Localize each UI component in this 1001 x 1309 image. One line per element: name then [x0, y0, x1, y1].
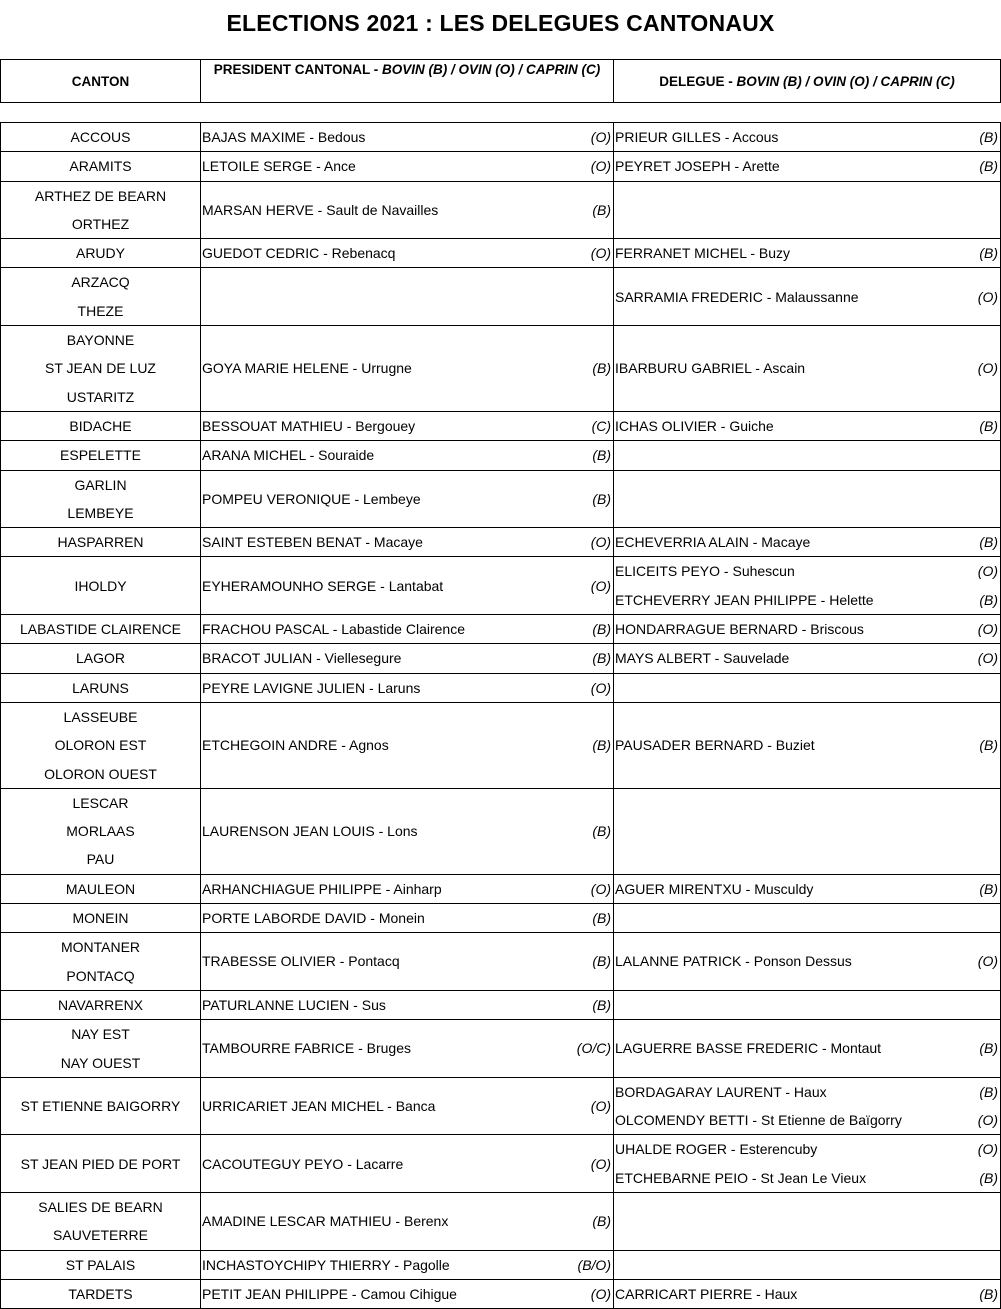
- delegue-cell: [614, 181, 1001, 239]
- president-species-code: (O): [590, 679, 611, 696]
- president-entry: [201, 239, 613, 267]
- president-cell: [201, 1192, 614, 1250]
- table-row: [1, 788, 1001, 874]
- delegates-table: [0, 122, 1001, 1309]
- president-entry: [201, 412, 613, 440]
- canton-cell: [1, 1250, 201, 1279]
- delegue-cell: [614, 1135, 1001, 1193]
- header-delegue-label: DELEGUE -: [659, 73, 737, 89]
- canton-cell: [1, 1020, 201, 1078]
- delegue-entry: [614, 412, 1000, 440]
- table-row: [1, 1279, 1001, 1308]
- delegue-species-code: (B): [979, 880, 998, 897]
- canton-name: ACCOUS: [70, 129, 131, 145]
- delegue-entry: [614, 1034, 1000, 1062]
- delegue-species-code: (B): [979, 591, 998, 608]
- president-species-code: (O): [590, 1155, 611, 1172]
- canton-name: OLORON EST: [54, 737, 147, 754]
- president-species-code: (B): [592, 650, 611, 667]
- president-name: BRACOT JULIAN - Viellesegure: [202, 650, 402, 667]
- page-title: ELECTIONS 2021 : LES DELEGUES CANTONAUX: [226, 10, 775, 36]
- canton-name: MORLAAS: [66, 823, 135, 840]
- president-name: POMPEU VERONIQUE - Lembeye: [202, 490, 421, 507]
- president-entry: [201, 644, 613, 672]
- table-row: [1, 1250, 1001, 1279]
- canton-cell: [1, 990, 201, 1019]
- delegue-species-code: (O): [977, 1112, 998, 1129]
- table-row: [1, 326, 1001, 412]
- president-species-code: (B): [592, 953, 611, 970]
- canton-cell: [1, 239, 201, 268]
- president-species-code: (O): [590, 880, 611, 897]
- president-name: AMADINE LESCAR MATHIEU - Berenx: [202, 1213, 449, 1230]
- header-canton: [1, 60, 201, 103]
- table-row: [1, 644, 1001, 673]
- delegue-entry: [614, 1106, 1000, 1134]
- table-row: [1, 1020, 1001, 1078]
- delegates-table-body: [1, 123, 1001, 1309]
- president-name: PATURLANNE LUCIEN - Sus: [202, 996, 386, 1013]
- delegue-name: SARRAMIA FREDERIC - Malaussanne: [615, 288, 859, 305]
- president-species-code: (O): [590, 129, 611, 145]
- delegue-species-code: (B): [979, 737, 998, 754]
- table-row: [1, 1192, 1001, 1250]
- canton-cell: [1, 788, 201, 874]
- president-name: URRICARIET JEAN MICHEL - Banca: [202, 1097, 436, 1114]
- table-row: [1, 874, 1001, 903]
- delegue-species-code: (B): [979, 158, 998, 175]
- delegue-cell: [614, 470, 1001, 528]
- canton-cell: [1, 904, 201, 933]
- delegue-entry: [614, 152, 1000, 180]
- canton-cell: [1, 123, 201, 152]
- president-species-code: (B): [592, 447, 611, 464]
- president-name: ARHANCHIAGUE PHILIPPE - Ainharp: [202, 880, 442, 897]
- president-species-code: (B): [592, 201, 611, 218]
- canton-name: ORTHEZ: [71, 215, 130, 232]
- canton-cell: [1, 326, 201, 412]
- president-cell: [201, 411, 614, 440]
- canton-name: ST PALAIS: [65, 1256, 136, 1273]
- header-table: [0, 59, 1001, 103]
- delegue-cell: [614, 673, 1001, 702]
- delegue-name: ETCHEVERRY JEAN PHILIPPE - Helette: [615, 591, 874, 608]
- delegue-cell: [614, 874, 1001, 903]
- canton-name: MONEIN: [72, 910, 129, 927]
- delegue-cell: [614, 1250, 1001, 1279]
- president-name: PORTE LABORDE DAVID - Monein: [202, 910, 425, 927]
- delegue-cell: [614, 528, 1001, 557]
- president-name: TRABESSE OLIVIER - Pontacq: [202, 953, 400, 970]
- delegue-name: AGUER MIRENTXU - Musculdy: [615, 880, 814, 897]
- delegue-entry: [614, 875, 1000, 903]
- president-name: FRACHOU PASCAL - Labastide Clairence: [202, 621, 465, 638]
- delegue-species-code: (B): [979, 129, 998, 145]
- president-cell: [201, 904, 614, 933]
- president-species-code: (B): [592, 490, 611, 507]
- table-row: [1, 441, 1001, 470]
- president-entry: [201, 947, 613, 975]
- canton-cell: [1, 528, 201, 557]
- canton-name: PONTACQ: [66, 967, 135, 984]
- delegue-species-code: (B): [979, 417, 998, 434]
- delegue-name: PEYRET JOSEPH - Arette: [615, 158, 780, 175]
- president-species-code: (O): [590, 1285, 611, 1302]
- table-row: [1, 152, 1001, 181]
- canton-name: LARUNS: [72, 679, 129, 696]
- canton-name: ARUDY: [75, 245, 125, 262]
- president-name: BESSOUAT MATHIEU - Bergouey: [202, 417, 416, 434]
- delegue-species-code: (O): [977, 1141, 998, 1158]
- canton-name: OLORON OUEST: [44, 765, 157, 782]
- header-row: [1, 60, 1001, 103]
- canton-cell: [1, 470, 201, 528]
- president-name: CACOUTEGUY PEYO - Lacarre: [202, 1155, 404, 1172]
- delegue-species-code: (O): [977, 288, 998, 305]
- header-delegue-species: BOVIN (B) / OVIN (O) / CAPRIN (C): [736, 73, 955, 89]
- delegue-entry: [614, 354, 1000, 382]
- canton-name: BIDACHE: [69, 417, 132, 434]
- canton-name: LASSEUBE: [63, 708, 138, 725]
- delegue-name: ECHEVERRIA ALAIN - Macaye: [615, 534, 811, 551]
- canton-name: ST JEAN PIED DE PORT: [20, 1155, 181, 1172]
- canton-name: MAULEON: [65, 880, 136, 897]
- delegue-species-code: (O): [977, 621, 998, 638]
- canton-name: NAY EST: [71, 1026, 130, 1043]
- table-row: [1, 1077, 1001, 1135]
- delegue-cell: [614, 152, 1001, 181]
- president-species-code: (C): [591, 417, 611, 434]
- delegue-entry: [614, 123, 1000, 151]
- canton-name: TARDETS: [68, 1285, 133, 1302]
- canton-cell: [1, 411, 201, 440]
- president-entry: [201, 817, 613, 845]
- canton-name: LABASTIDE CLAIRENCE: [19, 621, 182, 638]
- canton-name: BAYONNE: [66, 332, 135, 349]
- canton-cell: [1, 673, 201, 702]
- president-name: PEYRE LAVIGNE JULIEN - Laruns: [202, 679, 421, 696]
- president-species-code: (O): [590, 1097, 611, 1114]
- president-name: ETCHEGOIN ANDRE - Agnos: [202, 737, 389, 754]
- delegue-name: MAYS ALBERT - Sauvelade: [615, 650, 790, 667]
- canton-name: SALIES DE BEARN: [38, 1198, 163, 1215]
- canton-cell: [1, 615, 201, 644]
- president-cell: [201, 702, 614, 788]
- canton-name: NAVARRENX: [57, 996, 144, 1013]
- canton-name: MONTANER: [60, 939, 141, 956]
- header-canton-label: CANTON: [71, 73, 130, 89]
- delegue-name: LAGUERRE BASSE FREDERIC - Montaut: [615, 1040, 882, 1057]
- delegue-species-code: (B): [979, 534, 998, 551]
- delegue-cell: [614, 123, 1001, 152]
- table-row: [1, 1135, 1001, 1193]
- president-entry: [201, 1092, 613, 1120]
- president-name: GUEDOT CEDRIC - Rebenacq: [202, 245, 396, 262]
- canton-name: ST ETIENNE BAIGORRY: [20, 1097, 181, 1114]
- president-entry: [201, 875, 613, 903]
- table-row: [1, 615, 1001, 644]
- delegue-name: BORDAGARAY LAURENT - Haux: [615, 1083, 827, 1100]
- delegue-species-code: (O): [977, 563, 998, 580]
- table-row: [1, 470, 1001, 528]
- president-entry: [201, 904, 613, 932]
- delegue-species-code: (B): [979, 1040, 998, 1057]
- delegue-cell: [614, 702, 1001, 788]
- president-entry: [201, 674, 613, 702]
- delegue-entry: [614, 947, 1000, 975]
- canton-cell: [1, 874, 201, 903]
- canton-name: ST JEAN DE LUZ: [45, 360, 156, 377]
- president-entry: [201, 485, 613, 513]
- delegue-cell: [614, 326, 1001, 412]
- canton-name: HASPARREN: [57, 534, 144, 551]
- header-president: [201, 60, 614, 103]
- delegue-entry: [614, 1078, 1000, 1106]
- president-entry: [201, 528, 613, 556]
- president-name: BAJAS MAXIME - Bedous: [202, 129, 366, 145]
- president-species-code: (O): [590, 245, 611, 262]
- president-entry: [201, 731, 613, 759]
- delegue-species-code: (O): [977, 360, 998, 377]
- delegue-entry: [614, 1280, 1000, 1308]
- table-row: [1, 528, 1001, 557]
- delegue-entry: [614, 239, 1000, 267]
- delegue-cell: [614, 1077, 1001, 1135]
- delegue-name: ICHAS OLIVIER - Guiche: [615, 417, 774, 434]
- president-cell: [201, 181, 614, 239]
- table-row: [1, 268, 1001, 326]
- delegue-entry: [614, 644, 1000, 672]
- delegue-species-code: (B): [979, 1285, 998, 1302]
- delegue-name: IBARBURU GABRIEL - Ascain: [615, 360, 806, 377]
- delegue-name: CARRICART PIERRE - Haux: [615, 1285, 798, 1302]
- canton-name: ESPELETTE: [60, 447, 141, 464]
- president-cell: [201, 673, 614, 702]
- president-entry: [201, 123, 613, 151]
- president-name: PETIT JEAN PHILIPPE - Camou Cihigue: [202, 1285, 457, 1302]
- table-row: [1, 181, 1001, 239]
- president-cell: [201, 644, 614, 673]
- president-entry: [201, 615, 613, 643]
- table-row: [1, 123, 1001, 152]
- president-name: ARANA MICHEL - Souraide: [202, 447, 375, 464]
- delegue-name: HONDARRAGUE BERNARD - Briscous: [615, 621, 864, 638]
- president-species-code: (B/O): [577, 1256, 611, 1273]
- delegue-species-code: (B): [979, 245, 998, 262]
- president-cell: [201, 470, 614, 528]
- president-species-code: (B): [592, 737, 611, 754]
- delegue-cell: [614, 615, 1001, 644]
- president-entry: [201, 1034, 613, 1062]
- president-cell: [201, 528, 614, 557]
- president-species-code: (O/C): [576, 1040, 611, 1057]
- delegue-cell: [614, 933, 1001, 991]
- delegue-entry: [614, 283, 1000, 311]
- president-cell: [201, 557, 614, 615]
- delegue-cell: [614, 1020, 1001, 1078]
- president-name: MARSAN HERVE - Sault de Navailles: [202, 201, 439, 218]
- president-cell: [201, 268, 614, 326]
- president-name: TAMBOURRE FABRICE - Bruges: [202, 1040, 412, 1057]
- canton-cell: [1, 557, 201, 615]
- president-species-code: (B): [592, 823, 611, 840]
- president-cell: [201, 1077, 614, 1135]
- president-cell: [201, 1020, 614, 1078]
- president-entry: [201, 152, 613, 180]
- canton-cell: [1, 1135, 201, 1193]
- canton-cell: [1, 1077, 201, 1135]
- president-entry: [201, 572, 613, 600]
- delegue-cell: [614, 904, 1001, 933]
- canton-name: ARAMITS: [69, 158, 132, 175]
- president-name: EYHERAMOUNHO SERGE - Lantabat: [202, 577, 444, 594]
- delegue-name: ETCHEBARNE PEIO - St Jean Le Vieux: [615, 1169, 867, 1186]
- delegue-entry: [614, 615, 1000, 643]
- delegue-cell: [614, 411, 1001, 440]
- canton-cell: [1, 933, 201, 991]
- delegue-entry: [614, 557, 1000, 585]
- canton-cell: [1, 644, 201, 673]
- canton-name: GARLIN: [74, 476, 127, 493]
- delegue-cell: [614, 788, 1001, 874]
- president-cell: [201, 441, 614, 470]
- delegue-species-code: (B): [979, 1083, 998, 1100]
- president-species-code: (B): [592, 621, 611, 638]
- president-cell: [201, 615, 614, 644]
- president-entry: [201, 441, 613, 469]
- delegue-name: ELICEITS PEYO - Suhescun: [615, 563, 795, 580]
- delegue-entry: [614, 528, 1000, 556]
- delegue-entry: [614, 731, 1000, 759]
- table-row: [1, 904, 1001, 933]
- table-row: [1, 411, 1001, 440]
- delegue-cell: [614, 990, 1001, 1019]
- president-entry: [201, 991, 613, 1019]
- delegue-cell: [614, 441, 1001, 470]
- president-species-code: (B): [592, 360, 611, 377]
- president-species-code: (O): [590, 534, 611, 551]
- president-cell: [201, 326, 614, 412]
- delegue-name: OLCOMENDY BETTI - St Etienne de Baïgorry: [615, 1112, 902, 1129]
- president-cell: [201, 1250, 614, 1279]
- canton-cell: [1, 152, 201, 181]
- delegue-name: UHALDE ROGER - Esterencuby: [615, 1141, 818, 1158]
- canton-cell: [1, 1279, 201, 1308]
- president-cell: [201, 1279, 614, 1308]
- table-row: [1, 673, 1001, 702]
- president-cell: [201, 239, 614, 268]
- canton-name: ARZACQ: [71, 274, 130, 291]
- president-cell: [201, 874, 614, 903]
- canton-cell: [1, 702, 201, 788]
- canton-name: PAU: [86, 851, 115, 868]
- header-president-label: PRESIDENT CANTONAL -: [213, 62, 382, 77]
- delegue-entry: [614, 1135, 1000, 1163]
- delegue-species-code: (O): [977, 953, 998, 970]
- delegue-species-code: (O): [977, 650, 998, 667]
- president-species-code: (B): [592, 910, 611, 927]
- president-cell: [201, 123, 614, 152]
- header-president-species: BOVIN (B) / OVIN (O) / CAPRIN (C): [382, 62, 601, 77]
- president-entry: [201, 1207, 613, 1235]
- table-row: [1, 557, 1001, 615]
- canton-name: USTARITZ: [66, 388, 135, 405]
- president-cell: [201, 933, 614, 991]
- canton-cell: [1, 441, 201, 470]
- president-entry: [201, 1251, 613, 1279]
- canton-name: LAGOR: [75, 650, 125, 667]
- delegue-name: PAUSADER BERNARD - Buziet: [615, 737, 815, 754]
- delegue-name: PRIEUR GILLES - Accous: [615, 129, 779, 145]
- header-delegue: [614, 60, 1001, 103]
- president-species-code: (O): [590, 577, 611, 594]
- delegue-species-code: (B): [979, 1169, 998, 1186]
- president-entry: [201, 354, 613, 382]
- delegue-entry: [614, 1164, 1000, 1192]
- president-cell: [201, 788, 614, 874]
- president-name: LAURENSON JEAN LOUIS - Lons: [202, 823, 418, 840]
- delegue-name: FERRANET MICHEL - Buzy: [615, 245, 791, 262]
- delegue-cell: [614, 557, 1001, 615]
- delegue-name: LALANNE PATRICK - Ponson Dessus: [615, 953, 852, 970]
- president-cell: [201, 1135, 614, 1193]
- president-cell: [201, 152, 614, 181]
- president-species-code: (B): [592, 1213, 611, 1230]
- canton-name: IHOLDY: [74, 577, 127, 594]
- table-row: [1, 239, 1001, 268]
- delegue-cell: [614, 644, 1001, 673]
- table-row: [1, 990, 1001, 1019]
- canton-name: NAY OUEST: [60, 1054, 141, 1071]
- president-entry: [201, 196, 613, 224]
- delegue-cell: [614, 1192, 1001, 1250]
- canton-cell: [1, 268, 201, 326]
- president-name: LETOILE SERGE - Ance: [202, 158, 356, 175]
- canton-name: THEZE: [77, 302, 124, 319]
- canton-name: ARTHEZ DE BEARN: [34, 187, 167, 204]
- delegue-cell: [614, 268, 1001, 326]
- president-name: SAINT ESTEBEN BENAT - Macaye: [202, 534, 423, 551]
- canton-name: LEMBEYE: [67, 504, 134, 521]
- president-cell: [201, 990, 614, 1019]
- president-entry: [201, 1280, 613, 1308]
- table-row: [1, 933, 1001, 991]
- president-species-code: (B): [592, 996, 611, 1013]
- canton-name: LESCAR: [72, 794, 129, 811]
- president-species-code: (O): [590, 158, 611, 175]
- canton-cell: [1, 181, 201, 239]
- president-name: INCHASTOYCHIPY THIERRY - Pagolle: [202, 1256, 450, 1273]
- president-entry: [201, 1150, 613, 1178]
- delegue-cell: [614, 1279, 1001, 1308]
- delegue-cell: [614, 239, 1001, 268]
- canton-cell: [1, 1192, 201, 1250]
- canton-name: SAUVETERRE: [53, 1227, 148, 1244]
- president-name: GOYA MARIE HELENE - Urrugne: [202, 360, 412, 377]
- table-row: [1, 702, 1001, 788]
- delegue-entry: [614, 586, 1000, 614]
